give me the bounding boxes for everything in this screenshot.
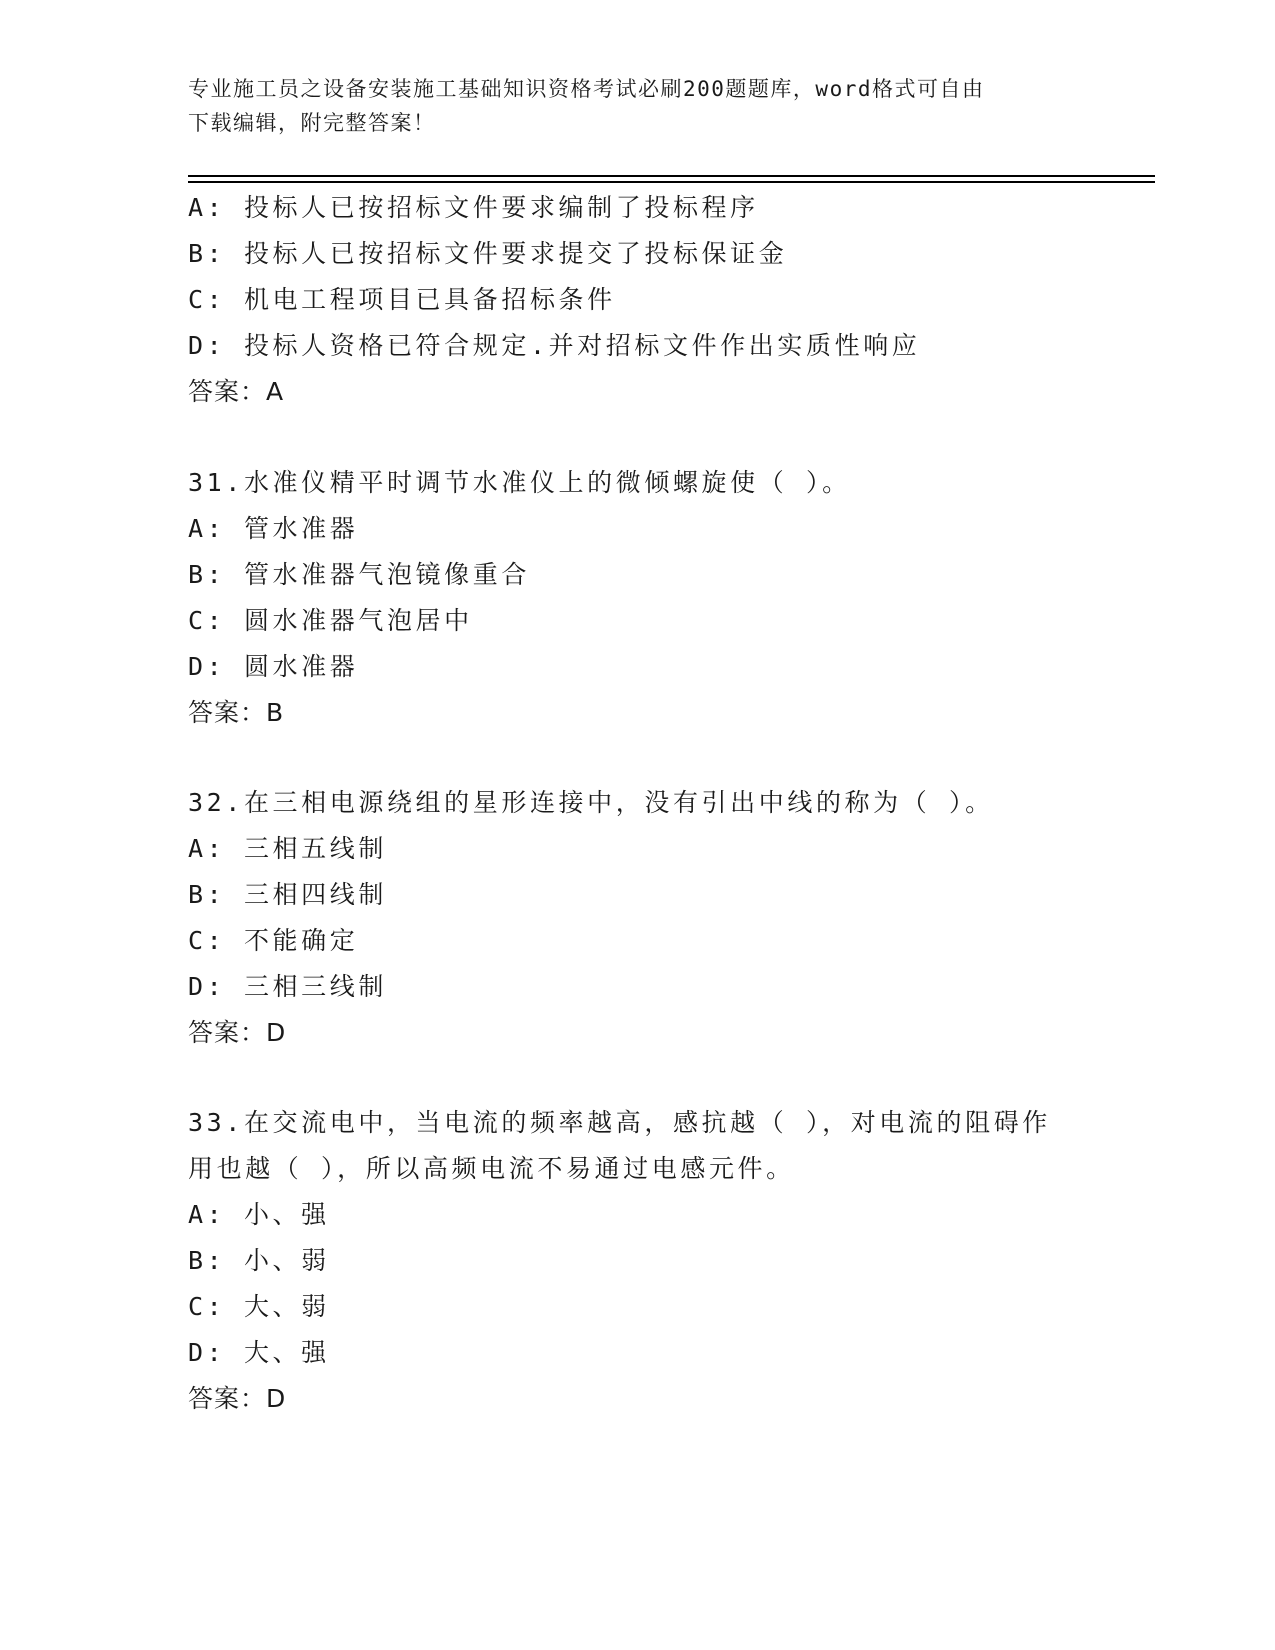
document-header xyxy=(188,72,1068,140)
option-c: C: 机电工程项目已具备招标条件 xyxy=(188,285,616,314)
option-c: C: 大、弱 xyxy=(188,1292,330,1321)
option-b: B: 管水准器气泡镜像重合 xyxy=(188,560,530,589)
question-stem-line-2: 用也越（ ），所以高频电流不易通过电感元件。 xyxy=(188,1154,795,1183)
option-c: C: 不能确定 xyxy=(188,926,359,955)
question-30-continued xyxy=(188,185,1088,415)
header-divider-bottom xyxy=(188,181,1155,183)
header-line-1: 专业施工员之设备安装施工基础知识资格考试必刷200题题库，word格式可自由 xyxy=(188,77,985,101)
option-a: A: 三相五线制 xyxy=(188,834,387,863)
option-d: D: 圆水准器 xyxy=(188,652,359,681)
answer-line: 答案：B xyxy=(188,698,285,727)
option-a: A: 投标人已按招标文件要求编制了投标程序 xyxy=(188,193,759,222)
option-d: D: 投标人资格已符合规定.并对招标文件作出实质性响应 xyxy=(188,331,921,360)
question-stem-line-1: 33.在交流电中，当电流的频率越高，感抗越（ ），对电流的阻碍作 xyxy=(188,1108,1051,1137)
option-b: B: 三相四线制 xyxy=(188,880,387,909)
option-c: C: 圆水准器气泡居中 xyxy=(188,606,473,635)
question-31 xyxy=(188,460,1088,736)
answer-line: 答案：A xyxy=(188,377,285,406)
question-stem: 32.在三相电源绕组的星形连接中，没有引出中线的称为（ ）。 xyxy=(188,788,994,817)
question-32 xyxy=(188,780,1088,1056)
option-b: B: 小、弱 xyxy=(188,1246,330,1275)
question-33 xyxy=(188,1100,1088,1422)
option-a: A: 小、强 xyxy=(188,1200,330,1229)
option-d: D: 大、强 xyxy=(188,1338,330,1367)
answer-line: 答案：D xyxy=(188,1384,287,1413)
answer-line: 答案：D xyxy=(188,1018,287,1047)
header-line-2: 下载编辑，附完整答案！ xyxy=(188,111,436,135)
option-b: B: 投标人已按招标文件要求提交了投标保证金 xyxy=(188,239,788,268)
option-a: A: 管水准器 xyxy=(188,514,359,543)
question-stem: 31.水准仪精平时调节水准仪上的微倾螺旋使（ ）。 xyxy=(188,468,851,497)
header-divider-top xyxy=(188,175,1155,177)
option-d: D: 三相三线制 xyxy=(188,972,387,1001)
